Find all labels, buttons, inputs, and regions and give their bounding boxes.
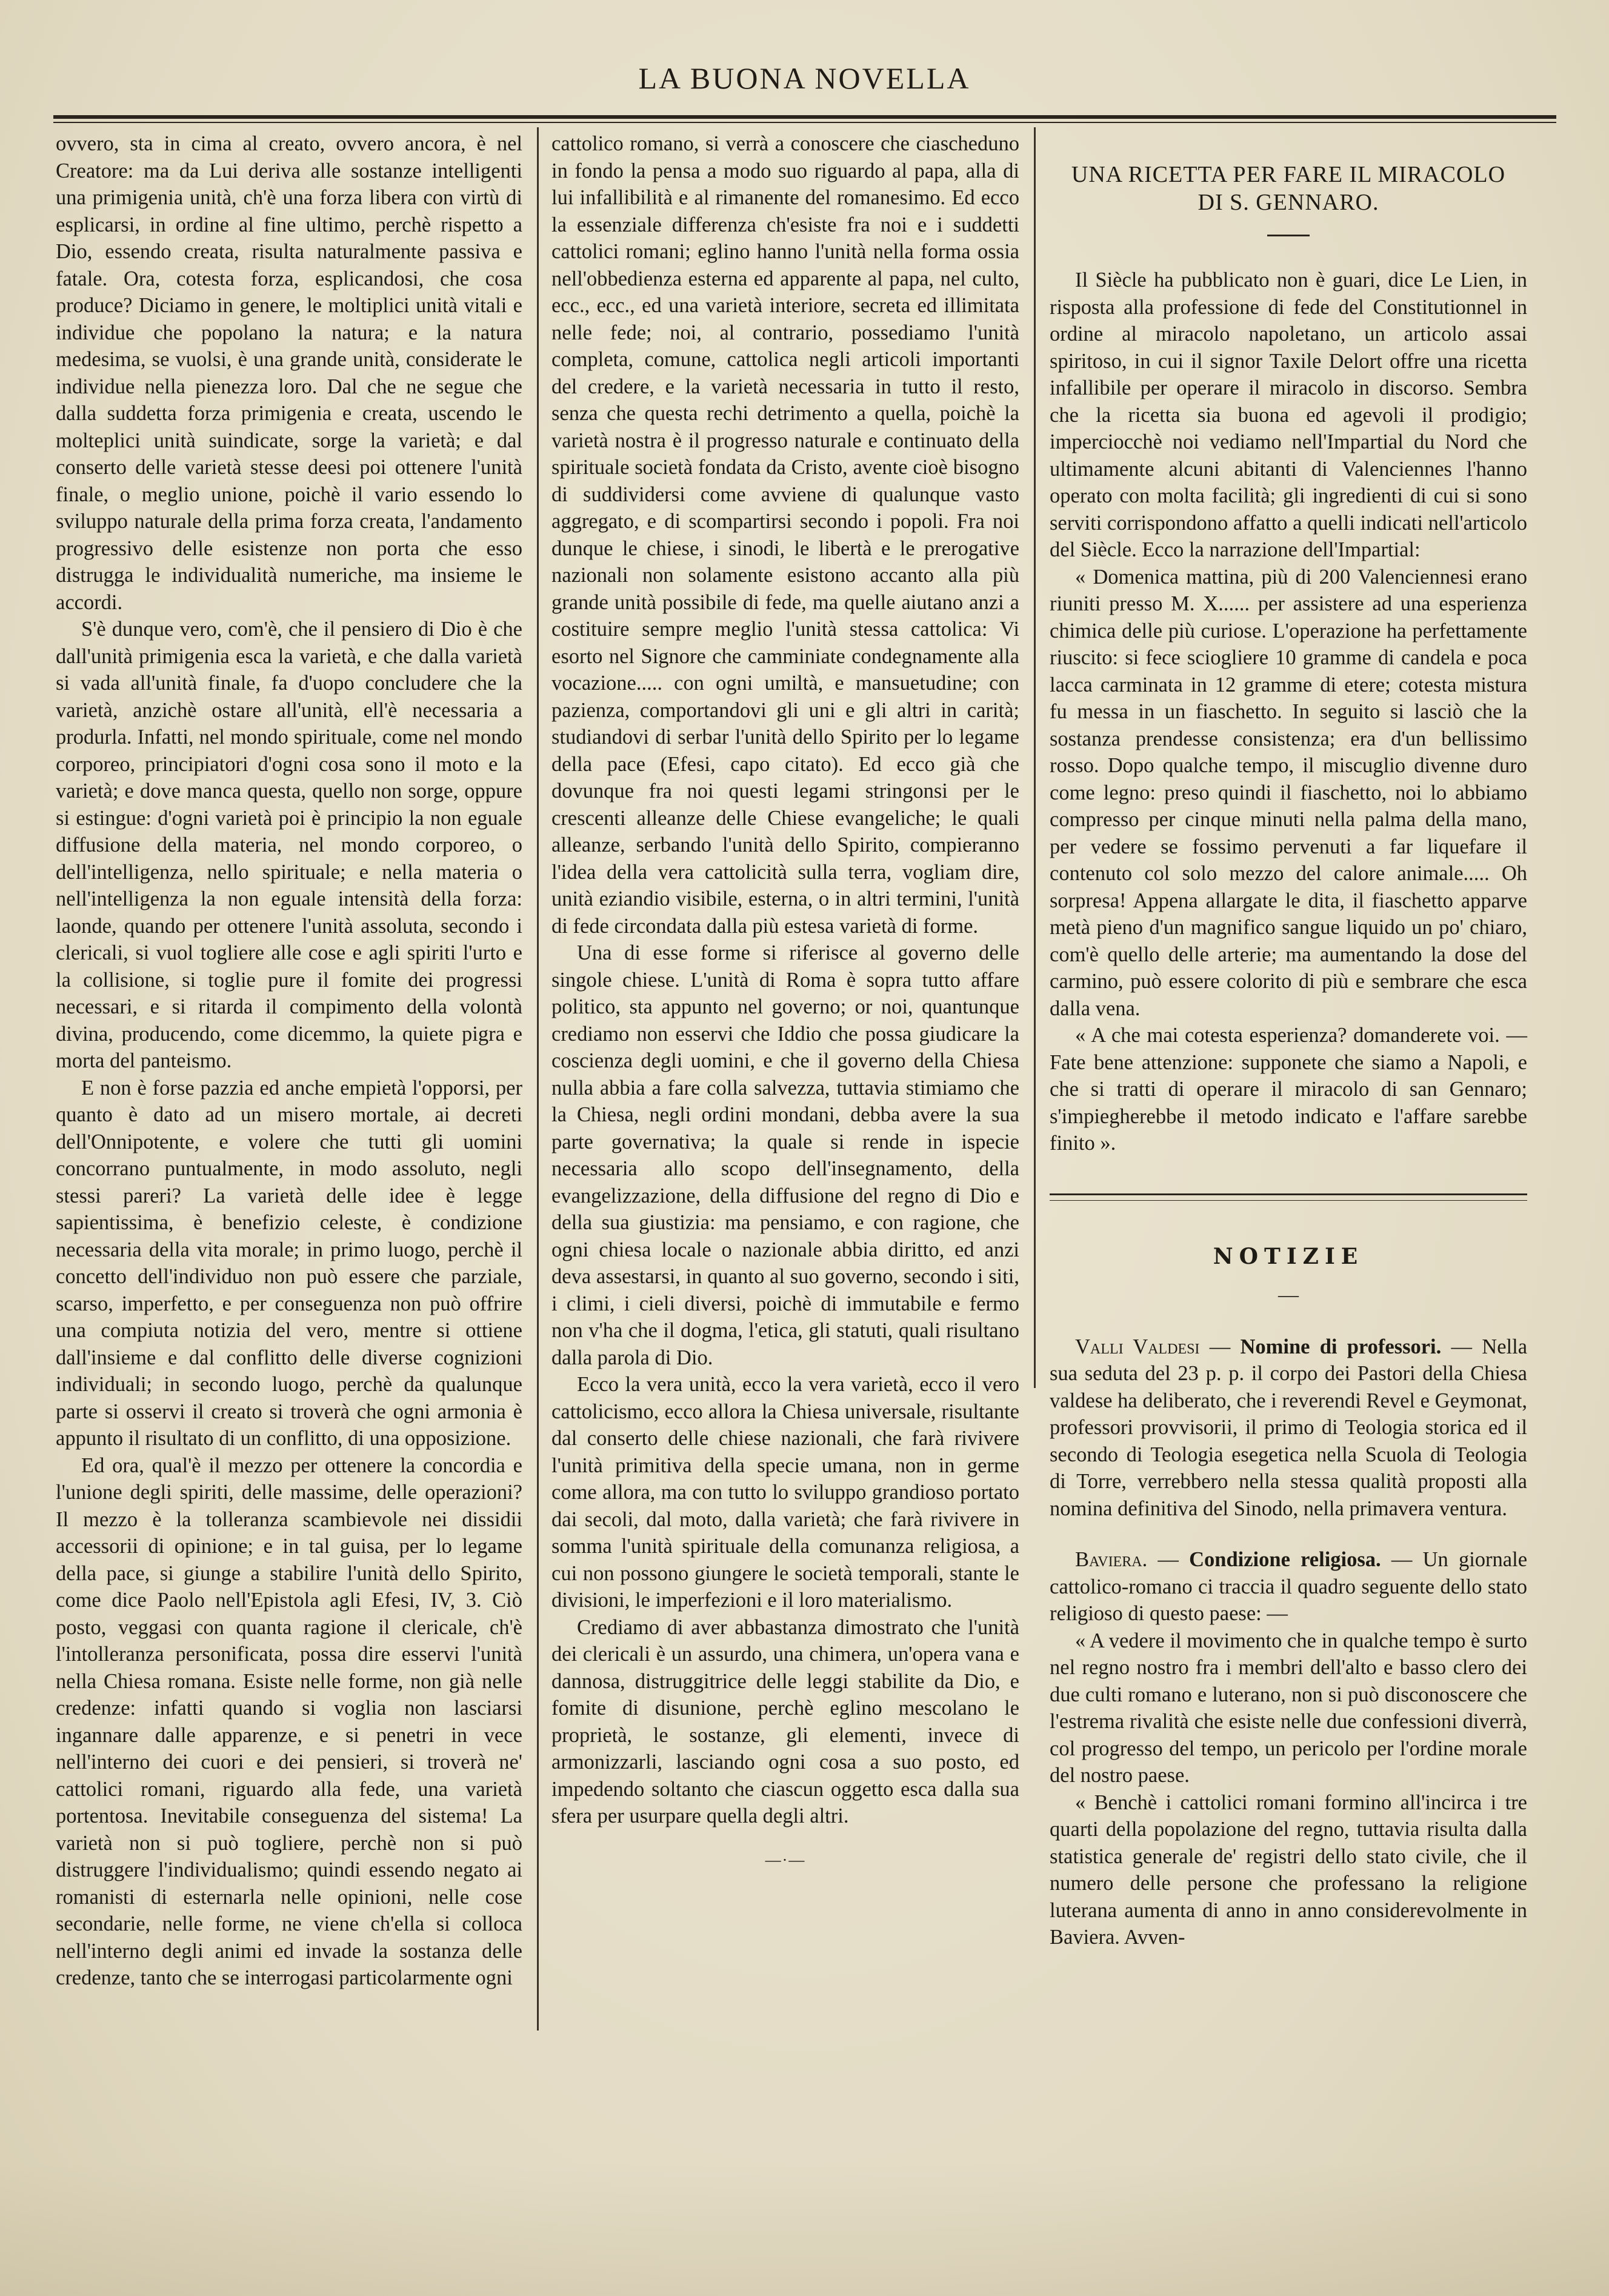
news-place: Baviera. (1075, 1548, 1148, 1571)
section-heading: NOTIZIE (1213, 1243, 1364, 1269)
news-title: Nomine di professori. (1240, 1335, 1442, 1358)
paragraph: « Benchè i cattolici romani formino all'incirca i tre quarti della popolazione del regno, tuttavia risulta dalla statistica generale de' registri dello stato civile, che il numero delle persone che professano la religione luterana aumenta di anno in anno considerevolmente in Baviera. Avven- (1050, 1790, 1527, 1949)
paper-stain (0, 2163, 1609, 2296)
end-ornament: —·— (765, 1850, 806, 1869)
paragraph: Una di esse forme si riferisce al governo delle singole chiese. L'unità di Roma è sopra tutto affare politico, sta appunto nel governo; or noi, quantunque crediamo non esservi che Iddio che possa giudicare la coscienza degli uomini, e che il governo della Chiesa nulla abbia a fare colla salvezza, tuttavia stimiamo che la Chiesa, negli ordini mondani, debba avere la sua parte governativa; la quale si rende in ispecie necessaria allo scopo dell'insegnamento, della evangelizzazione, della diffusione del regno di Dio e della sua giustizia: ma pensiamo, e con ragione, che ogni chiesa locale o nazionale abbia diritto, ed anzi deva assestarsi, in quanto al suo governo, secondo i siti, i climi, i cieli diversi, poichè di immutabile e fermo non v'ha che il dogma, l'etica, gli statuti, quali risultano dalla parola di Dio. (551, 941, 1019, 1369)
news-title: Condizione religiosa. (1189, 1548, 1381, 1571)
article-title-line: UNA RICETTA PER FARE IL MIRACOLO (1071, 162, 1506, 187)
column-3 (1050, 130, 1527, 1951)
paragraph: « A vedere il movimento che in qualche tempo è surto nel regno nostro fra i membri dell'alto e basso clero dei due culti romano e luterano, non si può disconoscere che l'estrema rivalità che esiste nelle due confessioni diverrà, col progresso del tempo, un pericolo per l'ordine morale del nostro paese. (1050, 1629, 1527, 1787)
paragraph: Ecco la vera unità, ecco la vera varietà, ecco il vero cattolicismo, ecco allora la Chiesa universale, risultante dal conserto delle chiese nazionali, che farà rivivere l'unità primitiva della specie umana, non in germe come allora, ma con tutto lo sviluppo grandioso portato dai secoli, dal moto, dalla varietà; che farà rivivere in somma l'unità spirituale della comunanza religiosa, a cui non possono giungere le società temporali, stante le divisioni, le imperfezioni e il loro materialismo. (551, 1373, 1019, 1612)
column-2 (551, 130, 1019, 1874)
column-divider (1034, 127, 1036, 1388)
paragraph: ovvero, sta in cima al creato, ovvero ancora, è nel Creatore: ma da Lui deriva alle sostanze intelligenti una primigenia unità, ch'è una forza libera con virtù di esplicarsi, in ordine al fine ultimo, perchè rispetto a Dio, essendo creata, risulta naturalmente passiva e fatale. Ora, cotesta forza, esplicandosi, che cosa produce? Diciamo in genere, le moltiplici unità vitali e individue che popolano la natura; e la natura medesima, se vuolsi, è una grande unità, considerate le individue nella pienezza loro. Dal che ne segue che dalla suddetta forza primigenia e creata, uscendo le molteplici unità suindicate, sorge la varietà; e dal conserto delle varietà stesse deesi poi ottenere l'unità finale, o meglio unione, poichè il vario essendo lo sviluppo naturale della prima forza creata, l'andamento progressivo delle esistenze non porta che esso distrugga le individualità numeriche, ma insieme le accordi. (56, 132, 522, 614)
paragraph: cattolico romano, si verrà a conoscere che ciascheduno in fondo la pensa a modo suo riguardo al papa, alla di lui infallibilità e al rimanente del romanesimo. Ed ecco la essenziale differenza ch'esiste fra noi e i suddetti cattolici romani; eglino hanno l'unità nella forma ossia nell'obbedienza esterna ed apparente al papa, nel culto, ecc., ecc., ed una varietà interiore, secreta ed illimitata nelle fede; noi, al contrario, possediamo l'unità completa, comune, cattolica negli articoli importanti del credere, e la varietà necessaria in tutto il resto, senza che questa rechi detrimento a quella, poichè la varietà nostra è il progresso naturale e continuato della spirituale società fondata da Cristo, avente cioè bisogno di suddividersi come avviene di qualunque vasto aggregato, e di scompartirsi secondo i popoli. Fra noi dunque le chiese, i sinodi, le libertà e le prerogative nazionali non solamente esistono accanto alla più grande unità possibile di fede, ma quelle aiutano anzi a costituire sempre meglio l'unità stessa cattolica: Vi esorto nel Signore che camminiate condegnamente alla vocazione..... con ogni umiltà, e mansuetudine; con pazienza, comportandovi gli uni e gli altri in carità; studiandovi di serbar l'unità dello Spirito per lo legame della pace (Efesi, capo citato). Ed ecco già che dovunque fra noi questi legami stringonsi per le crescenti alleanze delle Chiese evangeliche; le quali alleanze, serbando l'unità dello Spirito, compieranno l'idea della vera cattolicità sulla terra, vogliam dire, unità eziandio visibile, esterna, o in altri termini, l'unità di fede circondata dalla più estesa varietà di forme. (551, 132, 1019, 938)
paragraph: Ed ora, qual'è il mezzo per ottenere la concordia e l'unione degli spiriti, delle massime, delle operazioni? Il mezzo è la tolleranza scambievole nei dissidii accessorii di opinione; e in tal guisa, per lo legame della pace, si giunge a stabilire l'unità dello Spirito, come dice Paolo nell'Epistola agli Efesi, IV, 3. Ciò posto, veggasi con quanta ragione il clericale, ch'è l'intolleranza personificata, possa dire esservi l'unità nella Chiesa romana. Esiste nelle forme, non già nelle credenze: infatti quando si voglia non lasciarsi ingannare dalle apparenze, e si penetri in vece nell'interno dei cuori e dei pensieri, si troverà ne' cattolici romani, riguardo alla fede, una varietà portentosa. Inevitabile conseguenza del sistema! La varietà non si può togliere, perchè non si può distruggere l'individualismo; quindi essendo negato ai romanisti di esternarla nelle opinioni, nelle cose secondarie, nelle forme, ne viene ch'ella si colloca nell'interno degli animi ed invade la sostanza delle credenze, tanto che se interrogasi particolarmente ogni (56, 1453, 522, 1989)
column-divider (537, 127, 539, 2031)
news-item: Valli Valdesi — Nomine di professori. — Nella sua seduta del 23 p. p. il corpo dei Pastori della Chiesa valdese ha deliberato, che i reverendi Revel e Geymonat, professori provvisorii, il primo di Teologia storica ed il secondo di Teologia esegetica nella Scuola di Teologia di Torre, verrebbero nella stessa qualità proposti alla nomina definitiva del Sinodo, nella primavera ventura. (1050, 1335, 1528, 1520)
paragraph: S'è dunque vero, com'è, che il pensiero di Dio è che dall'unità primigenia esca la varietà, e che dalla varietà si vada all'unità finale, fa d'uopo concludere che la varietà, anzichè ostare all'unità, ell'è necessaria a produrla. Infatti, nel mondo spirituale, come nel mondo corporeo, principiatori d'ogni cosa sono il moto e la varietà; e dove manca questa, quello non sorge, oppure si estingue: d'ogni varietà poi è principio la non eguale diffusione della materia, nel mondo corporeo, o dell'intelligenza, nello spirituale; e nella materia o nell'intelligenza la non eguale intensità della forza: laonde, quando per ottenere l'unità assoluta, secondo i clericali, si vuol togliere alle cose e agli spiriti l'urto e la collisione, si toglie pure il fomite dei progressi necessari, e si ritarda il compimento della volontà divina, producendo, come dicemmo, la quiete pigra e morta del panteismo. (56, 618, 522, 1072)
article-title (1050, 161, 1527, 216)
section-rule (1050, 1200, 1527, 1201)
paragraph: E non è forse pazzia ed anche empietà l'opporsi, per quanto è dato ad un misero mortale, ai decreti dell'Onnipotente, e volere che tutti gli uomini concorrano puntualmente, in modo assoluto, negli stessi pareri? La varietà delle idee è legge sapientissima, è benefizio celeste, è condizione necessaria della vita morale; in primo luogo, perchè il concetto dell'individuo non può essere che parziale, scarso, imperfetto, e per conseguenza non può offrire una compiuta notizia del vero, mentre si ottiene dall'insieme e dal conflitto delle diverse cognizioni individuali; in secondo luogo, perchè da qualunque parte si osservi il creato si troverà che ogni armonia è appunto il risultato di un conflitto, di una opposizione. (56, 1076, 522, 1450)
section-dash: — (1278, 1284, 1299, 1306)
column-1 (56, 130, 522, 1992)
masthead-title: LA BUONA NOVELLA (638, 61, 971, 95)
news-text: Un giornale cattolico-romano ci traccia il quadro seguente dello stato religioso di questo paese: — (1050, 1548, 1528, 1625)
paragraph: Crediamo di aver abbastanza dimostrato che l'unità dei clericali è un assurdo, una chimera, un'opera vana e dannosa, distruggitrice delle leggi stabilite da Dio, e fomite di disunione, perchè eglino mescolano le proprietà, le sostanze, gli elementi, invece di armonizzarli, lasciando ogni cosa a suo posto, ed impedendo soltanto che ciascun oggetto esca dalla sua sfera per usurpare quella degli altri. (551, 1615, 1019, 1827)
title-rule (1267, 235, 1310, 236)
paragraph: Il Siècle ha pubblicato non è guari, dice Le Lien, in risposta alla professione di fede del Constitutionnel in ordine al miracolo napoletano, un articolo assai spiritoso, in cui il signor Taxile Delort offre una ricetta infallibile per operare il miracolo in discorso. Sembra che la ricetta sia buona ed agevoli il prodigio; imperciocchè noi vediamo nell'Impartial du Nord che ultimamente alcuni abitanti di Valenciennes l'hanno operato con molta facilità; gli ingredienti di cui si sono serviti corrispondono affatto a quelli indicati nell'articolo del Siècle. Ecco la narrazione dell'Impartial: (1050, 269, 1527, 561)
article-title-line: DI S. GENNARO. (1198, 190, 1379, 215)
paragraph: « Domenica mattina, più di 200 Valenciennesi erano riuniti presso M. X...... per assistere ad una esperienza chimica delle più curiose. L'operazione ha perfettamente riuscito: si fece sciogliere 10 gramme di candela e poca lacca carminata in 12 gramme di etere; cotesta mistura fu messa in un fiaschetto. In seguito si lasciò che la sostanza prendesse consistenza; era d'un bellissimo rosso. Dopo qualche tempo, il miscuglio divenne duro come legno: preso quindi il fiaschetto, noi lo abbiamo compresso per cinque minuti nella palma della mano, per vedere se fossimo pervenuti a far liquefare il contenuto col solo mezzo del calore animale..... Oh sorpresa! Appena allargate le dita, il fiaschetto apparve metà pieno d'un magnifico sangue liquido un po' chiaro, com'è quello delle arterie; ma aumentando la dose del carmino, può essere colorito di più e sembrare che esca dalla vena. (1050, 565, 1527, 1020)
news-item: Baviera. — Condizione religiosa. — Un giornale cattolico-romano ci traccia il quadro seguente dello stato religioso di questo paese: — (1050, 1548, 1528, 1625)
news-place: Valli Valdesi (1075, 1335, 1200, 1358)
section-rule (1050, 1193, 1527, 1195)
news-text: Nella sua seduta del 23 p. p. il corpo dei Pastori della Chiesa valdese ha deliberato, che i reverendi Revel e Geymonat, professori provvisorii, il primo di Teologia storica ed il secondo di Teologia esegetica nella Scuola di Teologia di Torre, verrebbero nella stessa qualità proposti alla nomina definitiva del Sinodo, nella primavera ventura. (1050, 1335, 1528, 1520)
masthead-rule (53, 115, 1556, 123)
paragraph: « A che mai cotesta esperienza? domanderete voi. — Fate bene attenzione: supponete che siamo a Napoli, e che si tratti di operare il miracolo di san Gennaro; s'impiegherebbe il metodo indicato e l'affare sarebbe finito ». (1050, 1024, 1527, 1155)
